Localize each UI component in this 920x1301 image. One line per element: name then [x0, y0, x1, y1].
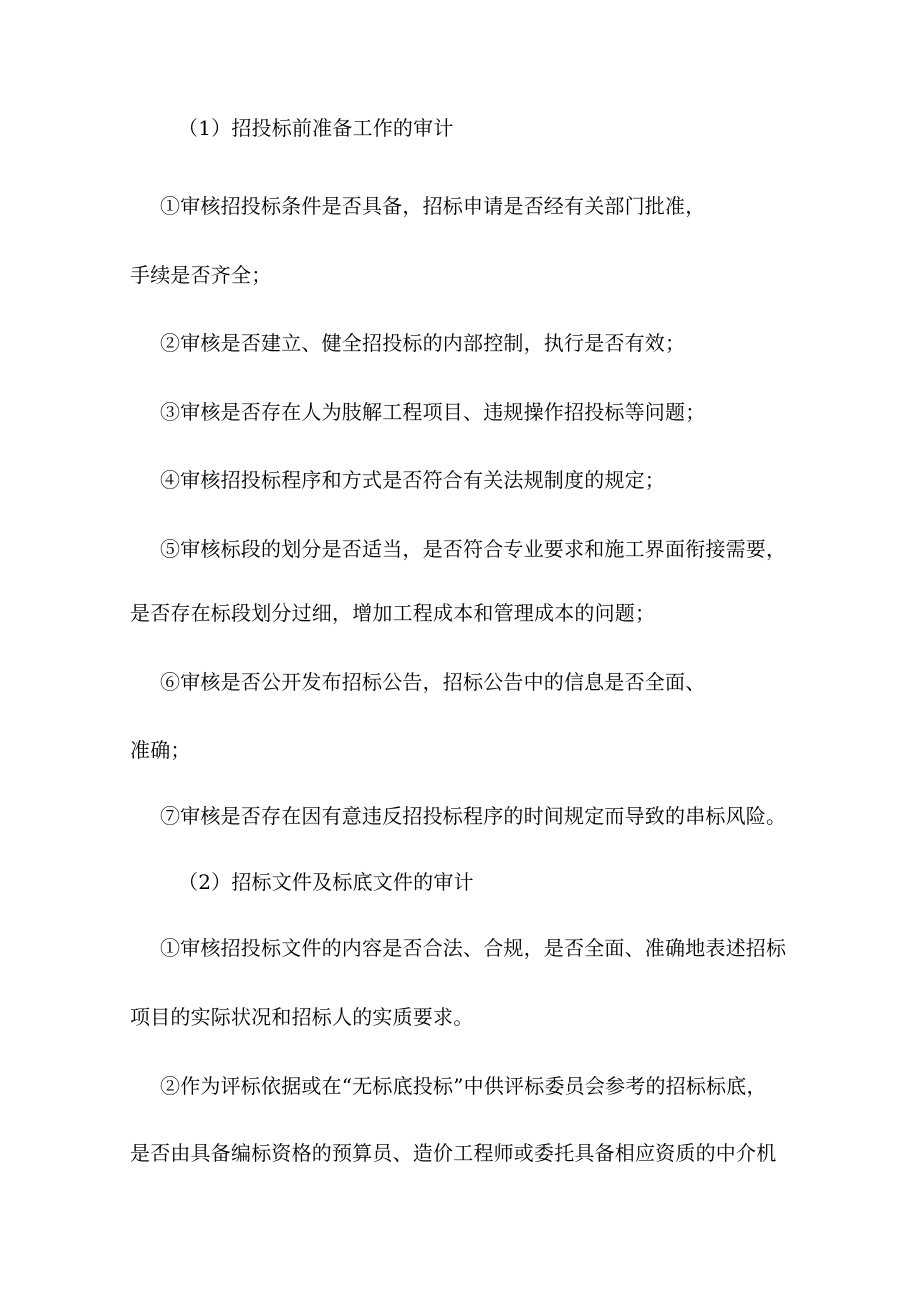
paragraph-line: 是否存在标段划分过细，增加工程成本和管理成本的问题； [130, 601, 656, 625]
section-heading-1: （1）招投标前准备工作的审计 [178, 116, 454, 140]
paragraph-line: ⑦审核是否存在因有意违反招投标程序的时间规定而导致的串标风险。 [160, 804, 787, 828]
paragraph-line: 是否由具备编标资格的预算员、造价工程师或委托具备相应资质的中介机 [130, 1141, 777, 1165]
paragraph-line: ④审核招投标程序和方式是否符合有关法规制度的规定； [160, 468, 665, 492]
paragraph-line: ②审核是否建立、健全招投标的内部控制，执行是否有效； [160, 331, 686, 355]
paragraph-line: ②作为评标依据或在“无标底投标”中供评标委员会参考的招标标底， [160, 1074, 767, 1098]
paragraph-line: 手续是否齐全； [130, 263, 272, 287]
paragraph-line: ①审核招投标文件的内容是否合法、合规，是否全面、准确地表述招标 [160, 936, 787, 960]
paragraph-line: ⑤审核标段的划分是否适当，是否符合专业要求和施工界面衔接需要， [160, 537, 787, 561]
paragraph-line: ③审核是否存在人为肢解工程项目、违规操作招投标等问题； [160, 400, 706, 424]
paragraph-line: 准确； [130, 738, 191, 762]
paragraph-line: 项目的实际状况和招标人的实质要求。 [130, 1005, 474, 1029]
paragraph-line: ⑥审核是否公开发布招标公告，招标公告中的信息是否全面、 [160, 670, 706, 694]
paragraph-line: ①审核招投标条件是否具备，招标申请是否经有关部门批准， [160, 194, 706, 218]
section-heading-2: （2）招标文件及标底文件的审计 [178, 870, 474, 894]
